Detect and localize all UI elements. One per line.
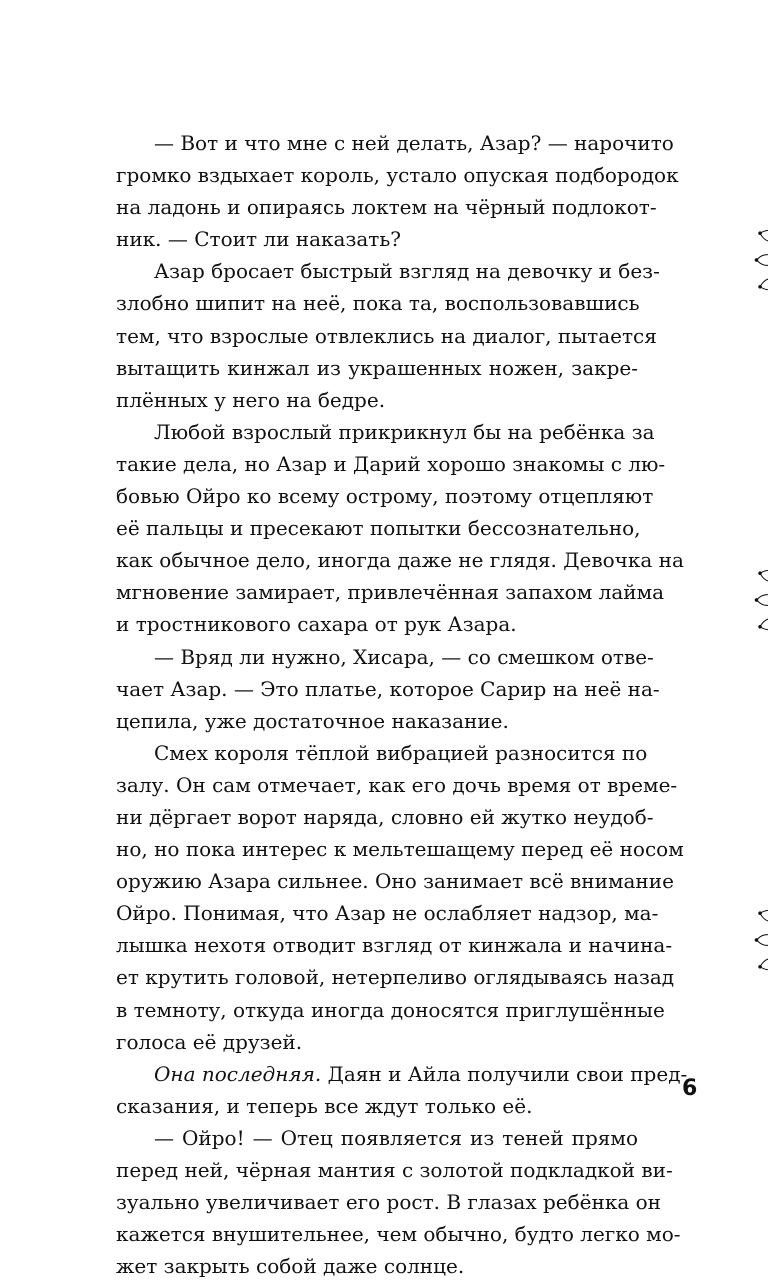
- paragraph-3: [116, 416, 684, 641]
- text-line: — Вот и что мне с ней делать, Азар? — нарочито: [154, 131, 674, 155]
- text-line: — Вряд ли нужно, Хисара, — со смешком отве-: [154, 644, 654, 669]
- mandala-ornament-icon: [680, 130, 768, 390]
- italic-lead: Она последняя.: [154, 1061, 322, 1086]
- mandala-icon: [680, 800, 768, 1080]
- page-number: 6: [682, 1076, 698, 1101]
- text-line: чает Азар. — Это платье, которое Сарир на неё на-: [116, 676, 660, 701]
- text-line: но, но пока интерес к мельтешащему перед её носом: [116, 837, 684, 862]
- mandala-ornament-icon: [680, 800, 768, 1080]
- text-line: в темноту, откуда иногда доносятся приглушённые: [116, 997, 665, 1022]
- text-line: оружию Азара сильнее. Оно занимает всё внимание: [116, 869, 674, 894]
- text-line: перед ней, чёрная мантия с золотой подкладкой ви-: [116, 1158, 673, 1182]
- text-line: и тростникового сахара от рук Азара.: [116, 612, 517, 637]
- text-line: бовью Ойро ко всему острому, поэтому отцепляют: [116, 484, 654, 509]
- text-line: залу. Он сам отмечает, как его дочь время от време-: [116, 772, 678, 797]
- text-line: жет закрыть собой даже солнце.: [116, 1254, 465, 1279]
- paragraph-4: [116, 641, 660, 737]
- paragraph-1: [116, 127, 679, 255]
- text-line: Ойро. Понимая, что Азар не ослабляет надзор, ма-: [116, 901, 659, 926]
- mandala-icon: [680, 130, 768, 390]
- text-line: как обычное дело, иногда даже не глядя. Девочка на: [116, 548, 684, 573]
- paragraph-5: [116, 737, 684, 1058]
- text-line: Любой взрослый прикрикнул бы на ребёнка за: [154, 419, 655, 444]
- paragraph-7: [116, 1122, 681, 1282]
- text-fragment: Даян и Айла получили свои пред-: [321, 1061, 688, 1086]
- text-line: ни дёргает ворот наряда, словно ей жутко неудоб-: [116, 804, 654, 829]
- paragraph-2: [116, 255, 660, 415]
- text-line: мгновение замирает, привлечённая запахом лайма: [116, 580, 665, 605]
- text-line: ник. — Стоит ли наказать?: [116, 227, 401, 252]
- mandala-icon: [680, 440, 768, 760]
- text-line: ет крутить головой, нетерпеливо оглядываясь назад: [116, 965, 675, 990]
- text-line: зуально увеличивает его рост. В глазах ребёнка он: [116, 1190, 661, 1215]
- text-line: тем, что взрослые отвлеклись на диалог, пытается: [116, 323, 657, 348]
- text-line: громко вздыхает король, устало опуская подбородок: [116, 163, 679, 188]
- text-line: лышка нехотя отводит взгляд от кинжала и начина-: [116, 933, 673, 958]
- text-line: — Ойро! — Отец появляется из теней прямо: [154, 1125, 638, 1150]
- text-line: на ладонь и опираясь локтем на чёрный подлокот-: [116, 195, 657, 220]
- body-text: [116, 127, 688, 1282]
- text-line: сказания, и теперь все ждут только её.: [116, 1093, 533, 1118]
- mandala-ornament-icon: [680, 440, 768, 760]
- text-line: такие дела, но Азар и Дарий хорошо знакомы с лю-: [116, 451, 666, 476]
- text-line: Азар бросает быстрый взгляд на девочку и без-: [154, 259, 660, 284]
- text-line: её пальцы и пресекают попытки бессознательно,: [116, 516, 641, 541]
- text-line: вытащить кинжал из украшенных ножен, закре-: [116, 355, 638, 380]
- text-line: кажется внушительнее, чем обычно, будто легко мо-: [116, 1222, 681, 1247]
- text-line: голоса её друзей.: [116, 1029, 303, 1054]
- text-line: плённых у него на бедре.: [116, 387, 386, 412]
- text-line: злобно шипит на неё, пока та, воспользовавшись: [116, 291, 640, 316]
- text-line: Смех короля тёплой вибрацией разносится по: [154, 740, 648, 765]
- paragraph-6: [116, 1058, 688, 1122]
- text-line: цепила, уже достаточное наказание.: [116, 708, 509, 733]
- text-line: [116, 1058, 688, 1090]
